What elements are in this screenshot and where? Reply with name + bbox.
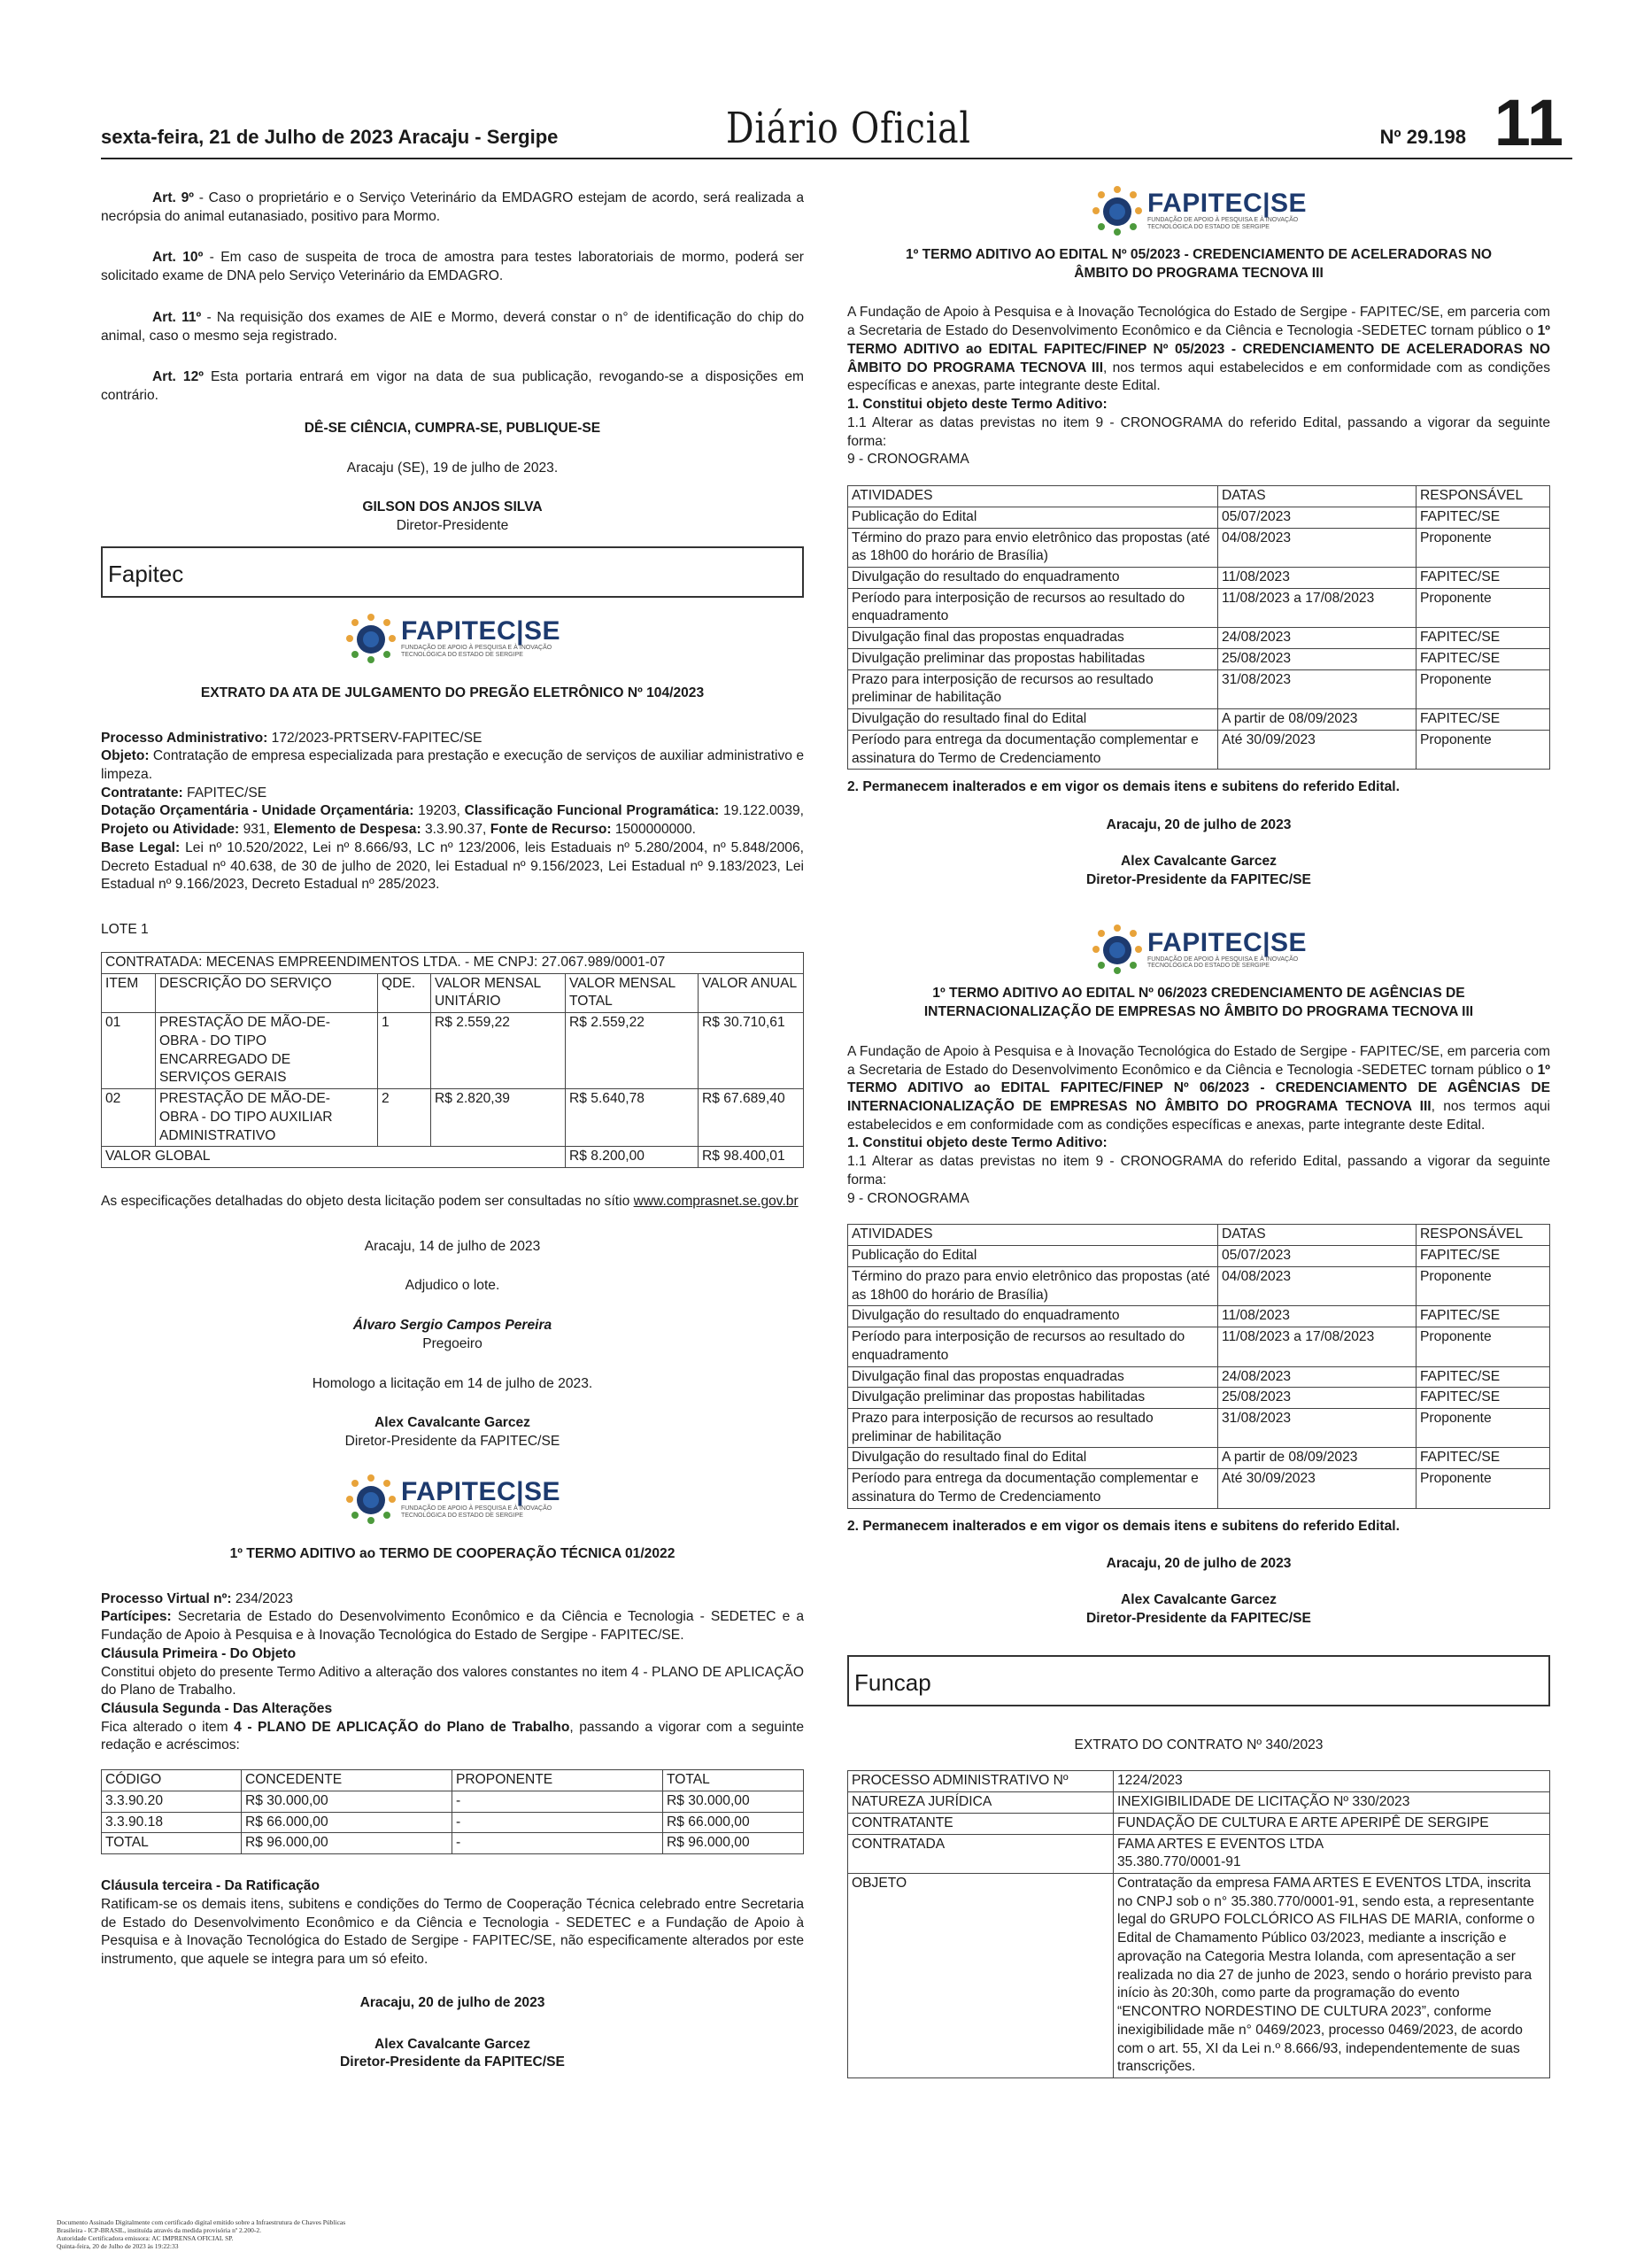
table-row: Divulgação do resultado do enquadramento 11/08/2023 FAPITEC/SE [848, 1306, 1550, 1327]
objeto-heading-06: 1. Constitui objeto deste Termo Aditivo: [847, 1135, 1108, 1151]
clausula1-text: Constitui objeto do presente Termo Aditivo a alteração dos valores constantes no item 4 - PLANO DE APLICAÇÃO do Plano de Trabalho. [101, 1664, 804, 1698]
coop-header-row: CÓDIGO CONCEDENTE PROPONENTE TOTAL [102, 1770, 804, 1791]
table-row: 3.3.90.20 R$ 30.000,00 - R$ 30.000,00 [102, 1791, 804, 1812]
objeto: Objeto: Contratação de empresa especializada para prestação e execução de serviços de auxiliar administrativo e limpeza. [101, 748, 804, 783]
table-row: Término do prazo para envio eletrônico das propostas (até as 18h00 do horário de Brasília) 04/08/2023 Proponente [848, 1266, 1550, 1305]
table-row: 02 PRESTAÇÃO DE MÃO-DE-OBRA - DO TIPO AUXILIAR ADMINISTRATIVO 2 R$ 2.820,39 R$ 5.640,78 R$ 67.689,40 [102, 1089, 804, 1147]
art9: Art. 9º - Caso o proprietário e o Serviço Veterinário da EMDAGRO estejam de acordo, será realizada a necrópsia do animal eutanasiado, positivo para Mormo. [101, 190, 804, 224]
objeto-item-06: 1.1 Alterar as datas previstas no item 9 - CRONOGRAMA do referido Edital, passando a vigorar da seguinte forma: [847, 1154, 1550, 1188]
ata-date: Aracaju, 14 de julho de 2023 [364, 1238, 541, 1254]
objeto-heading: 1. Constitui objeto deste Termo Aditivo: [847, 397, 1108, 413]
pregoeiro-name: Álvaro Sergio Campos Pereira [352, 1318, 552, 1334]
table-row: Prazo para interposição de recursos ao resultado preliminar de habilitação 31/08/2023 Proponente [848, 669, 1550, 708]
crono-header-row: ATIVIDADES DATAS RESPONSÁVEL [848, 486, 1550, 507]
table-row: Divulgação final das propostas enquadradas 24/08/2023 FAPITEC/SE [848, 1366, 1550, 1388]
processo-virtual: Processo Virtual nº: 234/2023 [101, 1590, 293, 1606]
header-date: sexta-feira, 21 de Julho de 2023 Aracaju - Sergipe [101, 125, 559, 148]
certification-footer: Documento Assinado Digitalmente com certificado digital emitido sobre a Infraestrutura de Chaves Públicas Brasileira - ICP-BRASIL, instituída através da medida provisória nº 2.200-2. Autoridade Certificadora emissora: AC IMPRENSA OFICIAL SP. Quinta-feira, 20 de Julho de 2023 às 19:22:33 [57, 2218, 346, 2250]
lote-label: LOTE 1 [101, 922, 149, 938]
contratante: Contratante: FAPITEC/SE [101, 785, 267, 801]
edital05-sign-role: Diretor-Presidente da FAPITEC/SE [1086, 871, 1311, 887]
table-row: Divulgação do resultado final do Edital A partir de 08/09/2023 FAPITEC/SE [848, 1448, 1550, 1469]
fapitec-emblem-icon [344, 612, 398, 665]
permanecem: 2. Permanecem inalterados e em vigor os demais itens e subitens do referido Edital. [847, 779, 1400, 795]
table-row: PROCESSO ADMINISTRATIVO Nº 1224/2023 [848, 1771, 1550, 1792]
table-row: Divulgação final das propostas enquadradas 24/08/2023 FAPITEC/SE [848, 628, 1550, 649]
edital05-date: Aracaju, 20 de julho de 2023 [1106, 817, 1292, 833]
table-row: 3.3.90.18 R$ 66.000,00 - R$ 66.000,00 [102, 1812, 804, 1833]
spec-text: As especificações detalhadas do objeto desta licitação podem ser consultadas no sítio www.comprasnet.se.gov.br [101, 1193, 799, 1209]
table-row: Divulgação do resultado final do Edital A partir de 08/09/2023 FAPITEC/SE [848, 709, 1550, 731]
clausula2-title: Cláusula Segunda - Das Alterações [101, 1700, 333, 1716]
table-row: Período para interposição de recursos ao resultado do enquadramento 11/08/2023 a 17/08/2023 Proponente [848, 588, 1550, 627]
clausula1-title: Cláusula Primeira - Do Objeto [101, 1645, 297, 1661]
edital05-sign-name: Alex Cavalcante Garcez [1121, 853, 1277, 869]
cronograma-table-05 [847, 485, 1550, 770]
table-row: Período para entrega da documentação complementar e assinatura do Termo de Credenciamento Até 30/09/2023 Proponente [848, 1469, 1550, 1508]
table-row: NATUREZA JURÍDICA INEXIGIBILIDADE DE LICITAÇÃO Nº 330/2023 [848, 1792, 1550, 1814]
crono-header-row: ATIVIDADES DATAS RESPONSÁVEL [848, 1225, 1550, 1246]
fapitec-logo: FAPITEC|SE FUNDAÇÃO DE APOIO À PESQUISA E À INOVAÇÃO TECNOLÓGICA DO ESTADO DE SERGIPE [101, 612, 804, 665]
edital06-sign-name: Alex Cavalcante Garcez [1121, 1592, 1277, 1608]
clausula3-title: Cláusula terceira - Da Ratificação [101, 1878, 320, 1894]
art10: Art. 10º - Em caso de suspeita de troca de amostra para testes laboratoriais de mormo, poderá ser solicitado exame de DNA pelo Serviço Veterinário da EMDAGRO. [101, 250, 804, 284]
fapitec-logo: FAPITEC|SE FUNDAÇÃO DE APOIO À PESQUISA E À INOVAÇÃO TECNOLÓGICA DO ESTADO DE SERGIPE [847, 923, 1550, 976]
signer-role: Diretor-Presidente [396, 518, 509, 534]
permanecem-06: 2. Permanecem inalterados e em vigor os demais itens e subitens do referido Edital. [847, 1518, 1400, 1534]
ata-title: EXTRATO DA ATA DE JULGAMENTO DO PREGÃO ELETRÔNICO Nº 104/2023 [200, 685, 705, 700]
signer-name: GILSON DOS ANJOS SILVA [362, 499, 543, 515]
table-row: Período para entrega da documentação complementar e assinatura do Termo de Credenciamento Até 30/09/2023 Proponente [848, 730, 1550, 769]
cronograma-table-06 [847, 1224, 1550, 1508]
coop-date: Aracaju, 20 de julho de 2023 [359, 1994, 545, 2010]
clausula3-text: Ratificam-se os demais itens, subitens e condições do Termo de Cooperação Técnica celebrado entre Secretaria de Estado do Desenvolvimento Econômico e da Ciência e Tecnologia - SEDETEC e a Fundação de Apoio à Pesquisa e à Inovação Tecnológica do Estado de Sergipe - FAPITEC/SE, não especificamente alterados por este instrumento, que aquele se integra para um só efeito. [101, 1896, 804, 1968]
table-row: Divulgação preliminar das propostas habilitadas 25/08/2023 FAPITEC/SE [848, 648, 1550, 669]
comprasnet-link[interactable]: www.comprasnet.se.gov.br [633, 1193, 799, 1209]
objeto-item: 1.1 Alterar as datas previstas no item 9 - CRONOGRAMA do referido Edital, passando a vigorar da seguinte forma: [847, 414, 1550, 449]
table-row: CONTRATADA FAMA ARTES E EVENTOS LTDA 35.380.770/0001-91 [848, 1834, 1550, 1873]
table-row: TOTAL R$ 96.000,00 - R$ 96.000,00 [102, 1833, 804, 1854]
table-row: Publicação do Edital 05/07/2023 FAPITEC/SE [848, 1246, 1550, 1267]
clausula2-text: Fica alterado o item 4 - PLANO DE APLICAÇÃO do Plano de Trabalho, passando a vigorar com a seguinte redação e acréscimos: [101, 1719, 804, 1753]
table-row: Prazo para interposição de recursos ao resultado preliminar de habilitação 31/08/2023 Proponente [848, 1408, 1550, 1447]
art12: Art. 12º Esta portaria entrará em vigor na data de sua publicação, revogando-se a disposições em contrário. [101, 369, 804, 404]
fapitec-emblem-icon [344, 1473, 398, 1526]
table-row: 01 PRESTAÇÃO DE MÃO-DE-OBRA - DO TIPO ENCARREGADO DE SERVIÇOS GERAIS 1 R$ 2.559,22 R$ 2.559,22 R$ 30.710,61 [102, 1013, 804, 1089]
masthead-title: Diário Oficial [726, 104, 971, 154]
section-fapitec: Fapitec [101, 546, 804, 598]
table-row: Período para interposição de recursos ao resultado do enquadramento 11/08/2023 a 17/08/2023 Proponente [848, 1327, 1550, 1366]
contract-table [847, 1770, 1550, 2078]
section-funcap: Funcap [847, 1655, 1550, 1706]
table-row: Publicação do Edital 05/07/2023 FAPITEC/SE [848, 507, 1550, 528]
fapitec-emblem-icon [1091, 923, 1144, 976]
pregoeiro-role: Pregoeiro [422, 1335, 482, 1351]
cronograma-label-06: 9 - CRONOGRAMA [847, 1190, 969, 1206]
page-header [101, 86, 1572, 159]
page-number: 11 [1494, 86, 1563, 159]
table-row: Divulgação preliminar das propostas habilitadas 25/08/2023 FAPITEC/SE [848, 1388, 1550, 1409]
dotacao: Dotação Orçamentária - Unidade Orçamentária: 19203, Classificação Funcional Programática: 19.122.0039, Projeto ou Atividade: 931, Elemento de Despesa: 3.3.90.37, Fonte de Recurso: 1500000000. [101, 803, 804, 838]
edital05-intro: A Fundação de Apoio à Pesquisa e à Inovação Tecnológica do Estado de Sergipe - FAPITEC/SE, em parceria com a Secretaria de Estado do Desenvolvimento Econômico e da Ciência e Tecnologia -SEDETEC tornam público o 1º TERMO ADITIVO ao EDITAL FAPITEC/FINEP Nº 05/2023 - CREDENCIAMENTO DE ACELERADORAS NO ÂMBITO DO PROGRAMA TECNOVA III, nos termos aqui estabelecidos e em conformidade com as condições específicas e anexas, parte integrante deste Edital. [847, 305, 1551, 394]
art11: Art. 11º - Na requisição dos exames de AIE e Mormo, deverá constar o n° de identificação do chip do animal, caso o mesmo seja registrado. [101, 309, 804, 344]
table-row: Divulgação do resultado do enquadramento 11/08/2023 FAPITEC/SE [848, 568, 1550, 589]
cronograma-label: 9 - CRONOGRAMA [847, 452, 969, 468]
edital05-title: 1º TERMO ADITIVO AO EDITAL Nº 05/2023 - CREDENCIAMENTO DE ACELERADORAS NO ÂMBITO DO PROGRAMA TECNOVA III [905, 247, 1493, 281]
edital06-title: 1º TERMO ADITIVO AO EDITAL Nº 06/2023 CREDENCIAMENTO DE AGÊNCIAS DE INTERNACIONALIZAÇÃO DE EMPRESAS NO ÂMBITO DO PROGRAMA TECNOVA III [923, 986, 1474, 1020]
coop-sign-name: Alex Cavalcante Garcez [374, 2036, 530, 2052]
edital06-sign-role: Diretor-Presidente da FAPITEC/SE [1086, 1610, 1311, 1626]
lote-table [101, 952, 804, 1168]
alex-role: Diretor-Presidente da FAPITEC/SE [344, 1434, 560, 1450]
edital06-date: Aracaju, 20 de julho de 2023 [1106, 1556, 1292, 1572]
base-legal: Base Legal: Lei nº 10.520/2022, Lei nº 8.666/93, LC nº 123/2006, leis Estaduais nº 5.280/2004, nº 5.848/2006, Decreto Estadual nº 40.638, de 30 de julho de 2020, lei Estadual nº 9.156/2023, Lei Estadual nº 9.183/2023, Lei Estadual nº 9.166/2023, Decreto Estadual nº 285/2023. [101, 839, 804, 893]
homologo: Homologo a licitação em 14 de julho de 2023. [312, 1375, 593, 1391]
coop-table [101, 1769, 804, 1854]
alex-name: Alex Cavalcante Garcez [374, 1415, 530, 1431]
edital06-intro: A Fundação de Apoio à Pesquisa e à Inovação Tecnológica do Estado de Sergipe - FAPITEC/SE, em parceria com a Secretaria de Estado do Desenvolvimento Econômico e da Ciência e Tecnologia -SEDETEC tornam público o 1º TERMO ADITIVO ao EDITAL FAPITEC/FINEP Nº 06/2023 - CREDENCIAMENTO DE AGÊNCIAS DE INTERNACIONALIZAÇÃO DE EMPRESAS NO ÂMBITO DO PROGRAMA TECNOVA III, nos termos aqui estabelecidos e em conformidade com as condições específicas e anexas, parte integrante deste Edital. [847, 1043, 1550, 1133]
fapitec-emblem-icon [1091, 184, 1144, 237]
right-column [847, 184, 1550, 2087]
coop-sign-role: Diretor-Presidente da FAPITEC/SE [340, 2054, 565, 2070]
edition-number: Nº 29.198 [1379, 125, 1466, 148]
contract-title: EXTRATO DO CONTRATO Nº 340/2023 [1074, 1737, 1324, 1752]
processo-adm: Processo Administrativo: 172/2023-PRTSERV-FAPITEC/SE [101, 730, 482, 746]
contratada-cell: CONTRATADA: MECENAS EMPREENDIMENTOS LTDA. - ME CNPJ: 27.067.989/0001-07 [102, 952, 804, 973]
fapitec-logo: FAPITEC|SE FUNDAÇÃO DE APOIO À PESQUISA E À INOVAÇÃO TECNOLÓGICA DO ESTADO DE SERGIPE [847, 184, 1550, 237]
fapitec-logo: FAPITEC|SE FUNDAÇÃO DE APOIO À PESQUISA E À INOVAÇÃO TECNOLÓGICA DO ESTADO DE SERGIPE [101, 1473, 804, 1526]
logo-name: FAPITEC|SE [400, 616, 561, 646]
coop-title: 1º TERMO ADITIVO ao TERMO DE COOPERAÇÃO TÉCNICA 01/2022 [229, 1545, 675, 1561]
table-row: CONTRATANTE FUNDAÇÃO DE CULTURA E ARTE APERIPÊ DE SERGIPE [848, 1813, 1550, 1834]
total-row: VALOR GLOBAL R$ 8.200,00 R$ 98.400,01 [102, 1147, 804, 1168]
table-row: OBJETO Contratação da empresa FAMA ARTES E EVENTOS LTDA, inscrita no CNPJ sob o n° 35.380.770/0001-91, sendo esta, a representante legal do GRUPO FOLCLÓRICO AS FILHAS DE MARIA, conforme o Edital de Chamamento Público 03/2023, mediante a inscrição e aprovação na Categoria Mestra Iolanda, com apresentação a ser realizada no dia 27 de junho de 2023, sendo o horário previsto para início às 20:30h, como parte da programação do evento “ENCONTRO NORDESTINO DE CULTURA 2023”, conforme inexigibilidade mãe n° 0469/2023, processo 0469/2023, de acordo com o art. 55, XI da Lei n.º 8.666/93, independentemente de suas transcrições. [848, 1874, 1550, 2078]
publique: DÊ-SE CIÊNCIA, CUMPRA-SE, PUBLIQUE-SE [304, 420, 601, 436]
participes: Partícipes: Secretaria de Estado do Desenvolvimento Econômico e da Ciência e Tecnologia - SEDETEC e a Fundação de Apoio à Pesquisa e à Inovação Tecnológica do Estado de Sergipe - FAPITEC/SE. [101, 1609, 804, 1644]
lote-header-row: ITEM DESCRIÇÃO DO SERVIÇO QDE. VALOR MENSAL UNITÁRIO VALOR MENSAL TOTAL VALOR ANUAL [102, 973, 804, 1012]
left-column [101, 190, 804, 2072]
adjudico: Adjudico o lote. [405, 1278, 500, 1294]
portaria-date: Aracaju (SE), 19 de julho de 2023. [346, 460, 559, 476]
table-row: Término do prazo para envio eletrônico das propostas (até as 18h00 do horário de Brasília) 04/08/2023 Proponente [848, 528, 1550, 567]
